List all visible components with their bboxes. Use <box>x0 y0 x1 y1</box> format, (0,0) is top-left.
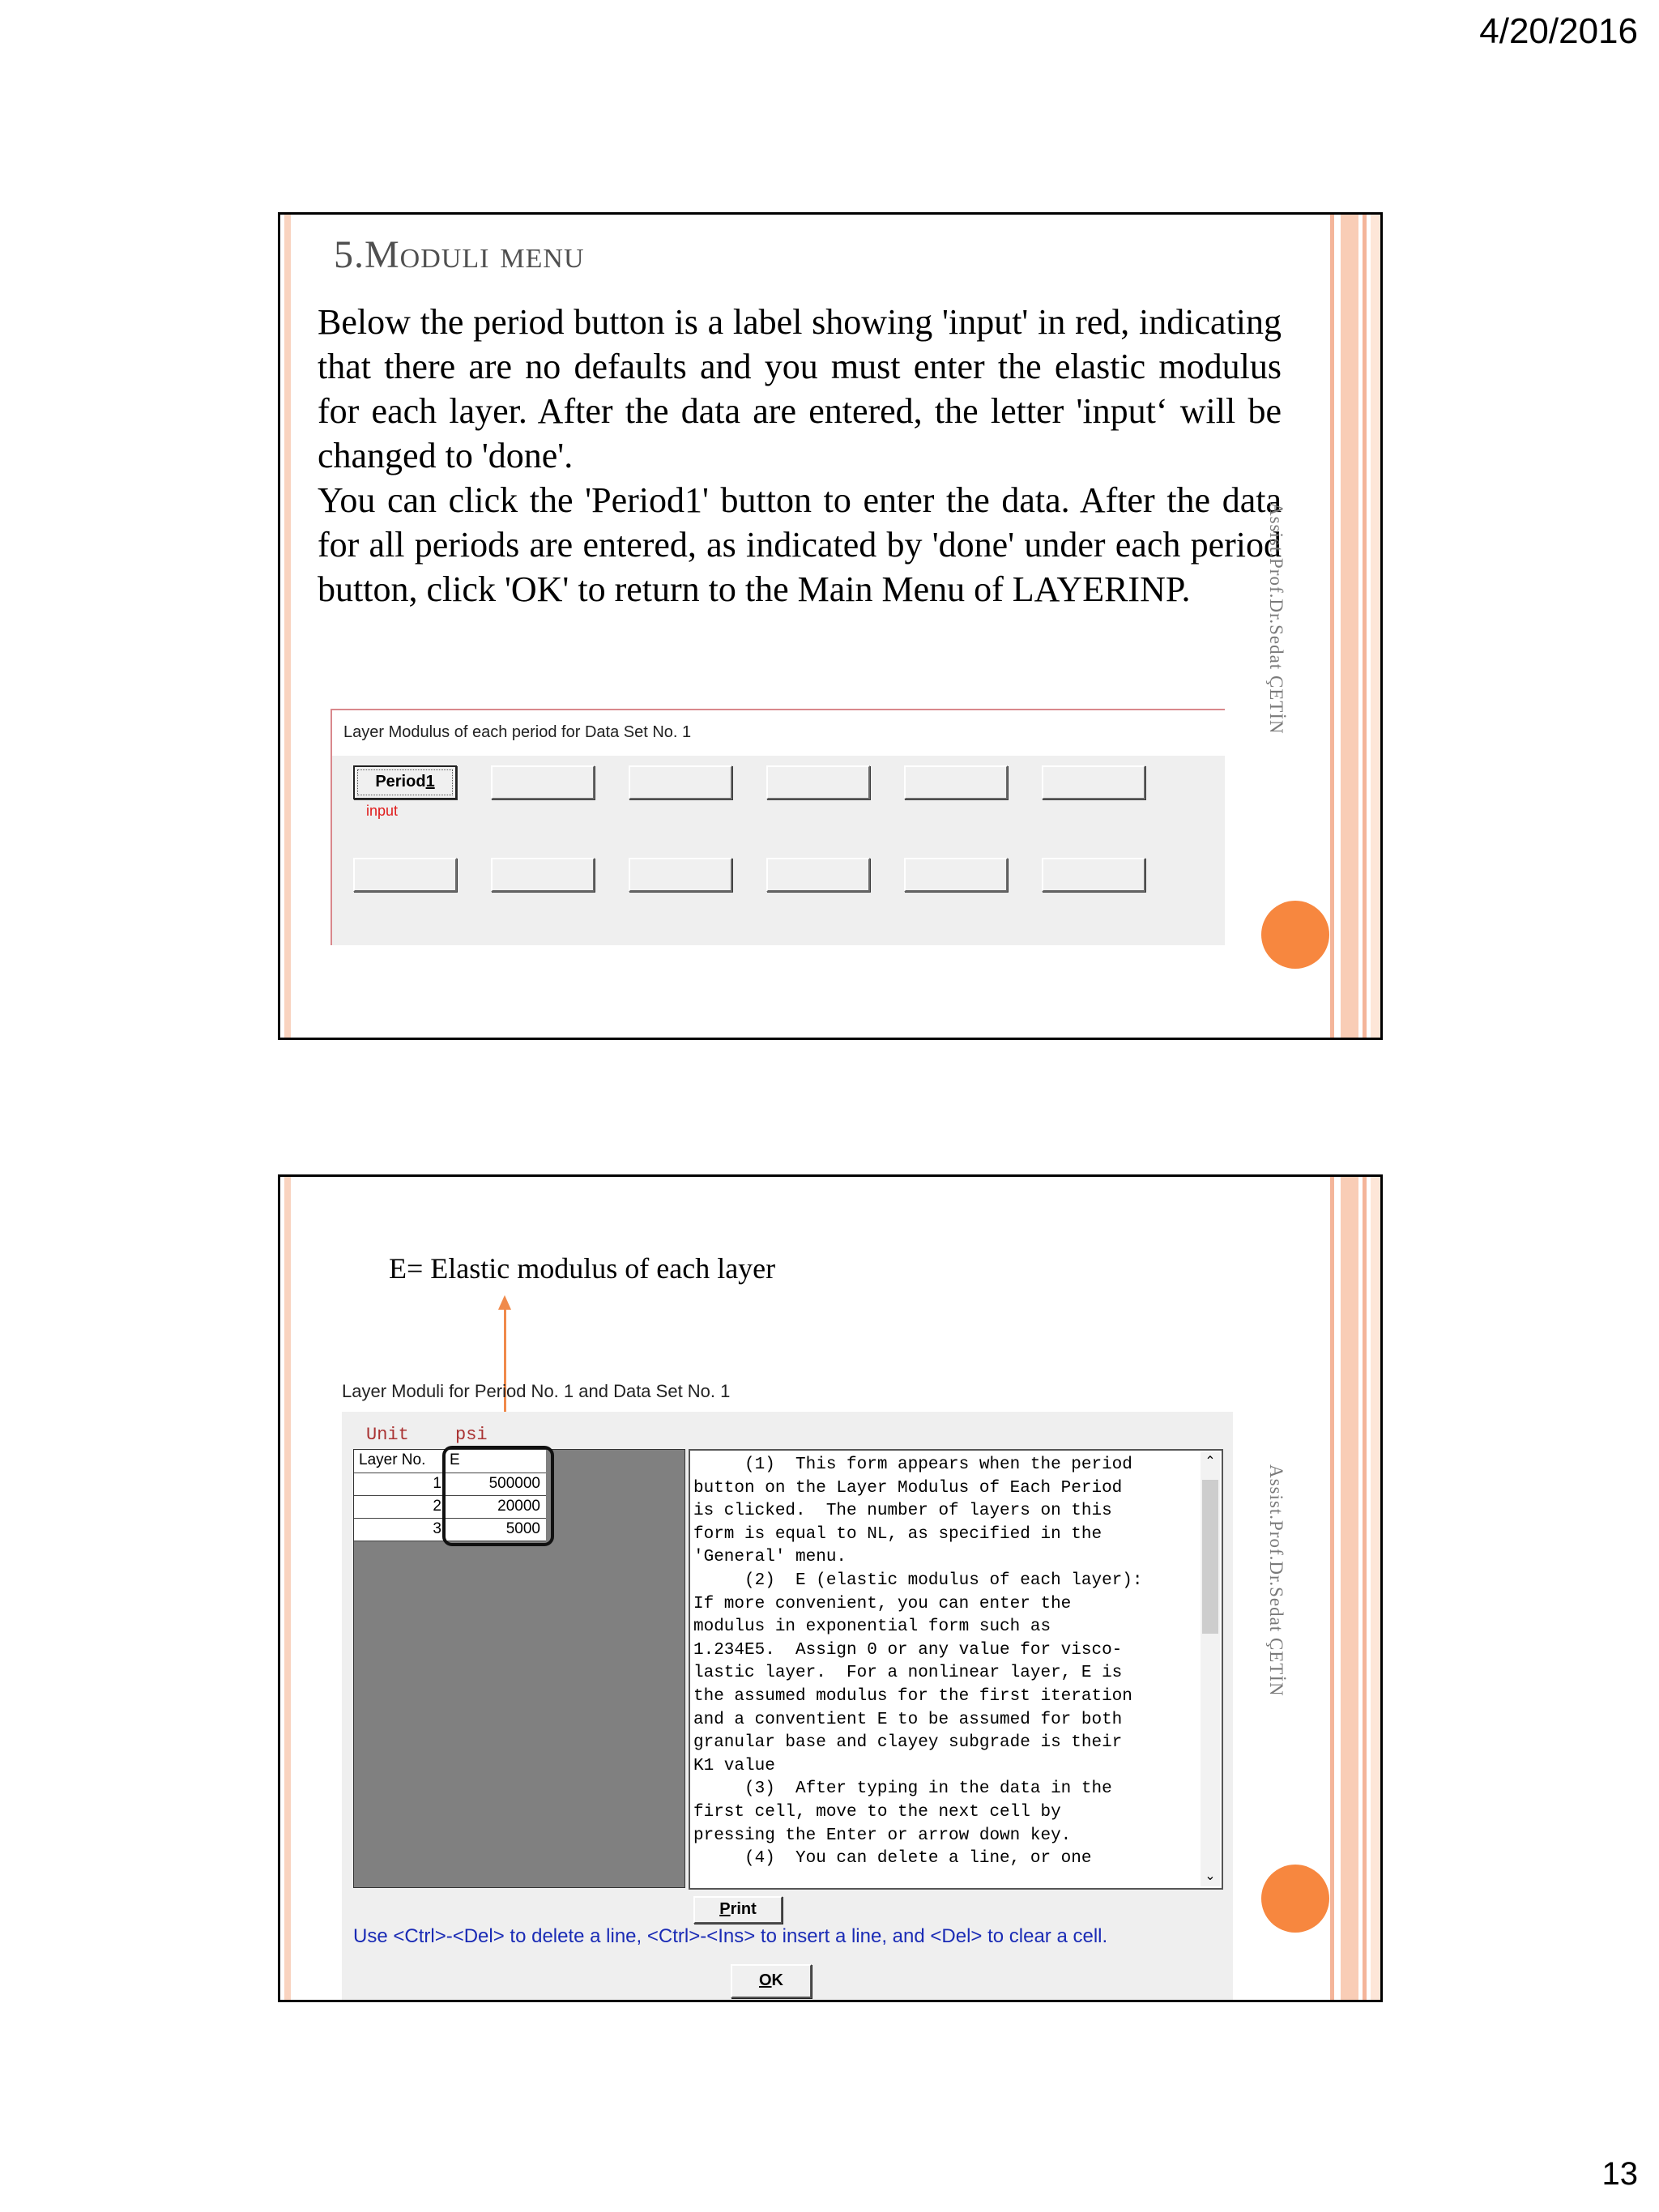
header-date: 4/20/2016 <box>1479 11 1638 51</box>
help-textbox[interactable] <box>689 1449 1223 1890</box>
modulus-cell[interactable]: 500000 <box>488 1475 540 1492</box>
slide-layer-moduli <box>278 1174 1383 2002</box>
period3-button[interactable] <box>629 765 732 799</box>
header-e: E <box>450 1451 460 1468</box>
slide-body <box>318 300 1282 612</box>
layer-moduli-dialog <box>342 1412 1233 2001</box>
period-button-panel <box>332 756 1225 945</box>
right-decoration <box>1330 1177 1380 2000</box>
period12-button[interactable] <box>1042 858 1145 892</box>
unit-label: Unit <box>366 1425 409 1445</box>
orange-dot-2 <box>1261 1865 1329 1933</box>
period9-button[interactable] <box>629 858 732 892</box>
period1-status-label: input <box>366 803 399 819</box>
period1-button[interactable]: Period1 <box>353 765 457 799</box>
layer-number: 1 <box>433 1475 441 1492</box>
paragraph-1: Below the period button is a label showing 'input' in red, indicating that there are no defaults and you must enter the elastic modulus for each layer. After the data are entered, the letter 'input‘ will be changed to 'done'. <box>318 302 1282 475</box>
scroll-down-icon[interactable]: ⌄ <box>1205 1869 1216 1883</box>
scroll-up-icon[interactable]: ⌃ <box>1205 1455 1216 1468</box>
print-button[interactable]: Print <box>693 1896 783 1924</box>
e-column-highlight <box>442 1446 554 1546</box>
slide-title: 5.Moduli menu <box>334 233 585 276</box>
layer-number: 2 <box>433 1498 441 1515</box>
dialog-caption: Layer Moduli for Period No. 1 and Data Set No. 1 <box>342 1381 731 1401</box>
modulus-cell[interactable]: 5000 <box>505 1520 540 1537</box>
scroll-thumb[interactable] <box>1202 1480 1218 1634</box>
orange-dot-1 <box>1261 901 1329 969</box>
layer-modulus-dialog <box>331 709 1225 945</box>
period6-button[interactable] <box>1042 765 1145 799</box>
page-number: 13 <box>1601 2156 1638 2192</box>
period10-button[interactable] <box>766 858 870 892</box>
dialog-caption: Layer Modulus of each period for Data Set No. 1 <box>343 723 692 741</box>
keyboard-hint: Use <Ctrl>-<Del> to delete a line, <Ctrl>-<Ins> to insert a line, and <Del> to clear a cell. <box>353 1925 1108 1947</box>
period7-button[interactable] <box>353 858 457 892</box>
author-vertical-2: Assist.Prof.Dr.Sedat ÇETİN <box>1266 1464 1286 1697</box>
period11-button[interactable] <box>904 858 1008 892</box>
modulus-cell[interactable]: 20000 <box>497 1498 540 1515</box>
help-scrollbar[interactable] <box>1201 1452 1220 1886</box>
period8-button[interactable] <box>491 858 595 892</box>
period2-button[interactable] <box>491 765 595 799</box>
right-decoration <box>1330 215 1380 1038</box>
layer-number: 3 <box>433 1520 441 1537</box>
slide-moduli-menu <box>278 212 1383 1040</box>
header-layer-no: Layer No. <box>359 1451 426 1468</box>
period5-button[interactable] <box>904 765 1008 799</box>
paragraph-2: You can click the 'Period1' button to enter the data. After the data for all periods are entered, as indicated by 'done' under each period button, click 'OK' to return to the Main Menu of LAYERINP. <box>318 480 1282 609</box>
help-text: (1) This form appears when the period button on the Layer Modulus of Each Period is clicked. The number of layers on this form is equal to NL, as specified in the 'General' menu. (2) E (elastic modulus of each layer): If more convenient, you can enter the modulus in exponential form such as 1.234E5. Assign 0 or any value for visco- lastic layer. For a nonlinear layer, E is the assumed modulus for the first iteration and a conventient E to be assumed for both granular base and clayey subgrade is their K1 value (3) After typing in the data in the first cell, move to the next cell by pressing the Enter or arrow down key. (4) You can delete a line, or one <box>693 1455 1143 1869</box>
period4-button[interactable] <box>766 765 870 799</box>
unit-value: psi <box>455 1425 488 1445</box>
elastic-modulus-annotation: E= Elastic modulus of each layer <box>389 1252 776 1285</box>
left-stripe <box>284 1177 291 2000</box>
left-stripe <box>284 215 291 1038</box>
author-vertical-1: Assist.Prof.Dr.Sedat ÇETİN <box>1266 502 1286 735</box>
ok-button[interactable]: OK <box>731 1964 812 1998</box>
